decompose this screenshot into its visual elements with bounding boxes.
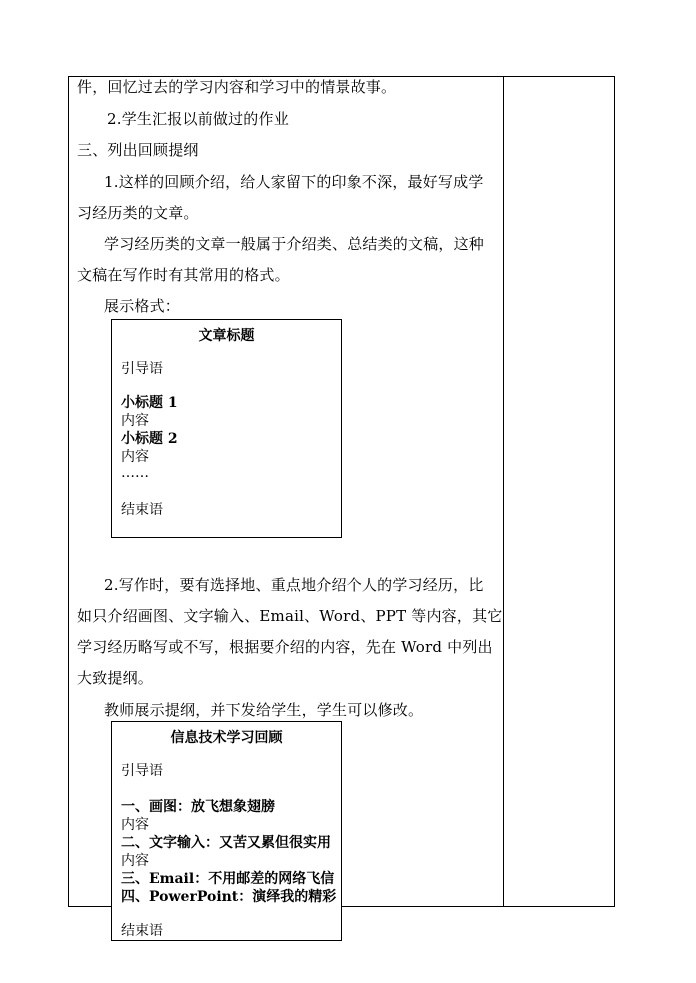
body-line-8: 展示格式： — [104, 297, 181, 315]
body-line-12: 大致提纲。 — [77, 669, 154, 687]
format-box-content1: 内容 — [121, 413, 149, 429]
outline-box-title: 信息技术学习回顾 — [170, 730, 283, 746]
body-line-10: 如只介绍画图、文字输入、Email、Word、PPT 等内容，其它 — [77, 607, 503, 625]
body-line-13: 教师展示提纲，并下发给学生，学生可以修改。 — [104, 701, 424, 719]
body-line-4: 1.这样的回顾介绍，给人家留下的印象不深，最好写成学 — [104, 173, 484, 191]
format-box-intro: 引导语 — [121, 361, 163, 377]
body-line-11: 学习经历略写或不写，根据要介绍的内容，先在 Word 中列出 — [77, 638, 493, 656]
format-box-content2: 内容 — [121, 449, 149, 465]
format-box-title: 文章标题 — [198, 328, 255, 344]
table-column-divider — [503, 76, 504, 907]
body-line-5: 习经历类的文章。 — [77, 204, 199, 222]
format-box-heading2: 小标题 2 — [121, 431, 178, 447]
body-line-1: 件，回忆过去的学习内容和学习中的情景故事。 — [77, 78, 397, 96]
body-line-7: 文稿在写作时有其常用的格式。 — [77, 266, 290, 284]
outline-box-content1: 内容 — [121, 817, 149, 833]
outline-box-item4: 四、PowerPoint：演绎我的精彩 — [121, 889, 337, 905]
outline-box — [111, 721, 342, 941]
format-box — [111, 319, 342, 538]
section-heading-3: 三、列出回顾提纲 — [77, 141, 199, 159]
format-box-heading1: 小标题 1 — [121, 395, 178, 411]
format-box-ellipsis: …… — [121, 465, 149, 481]
body-line-9: 2.写作时，要有选择地、重点地介绍个人的学习经历，比 — [104, 576, 484, 594]
outline-box-content2: 内容 — [121, 853, 149, 869]
outline-box-ending: 结束语 — [121, 923, 163, 939]
body-line-6: 学习经历类的文章一般属于介绍类、总结类的文稿，这种 — [104, 235, 485, 253]
outline-box-item3: 三、Email：不用邮差的网络飞信 — [121, 871, 335, 887]
format-box-ending: 结束语 — [121, 502, 163, 518]
outline-box-intro: 引导语 — [121, 763, 163, 779]
outline-box-item1: 一、画图：放飞想象翅膀 — [121, 799, 275, 815]
body-line-2: 2.学生汇报以前做过的作业 — [107, 110, 289, 128]
outline-box-item2: 二、文字输入：又苦又累但很实用 — [121, 835, 331, 851]
